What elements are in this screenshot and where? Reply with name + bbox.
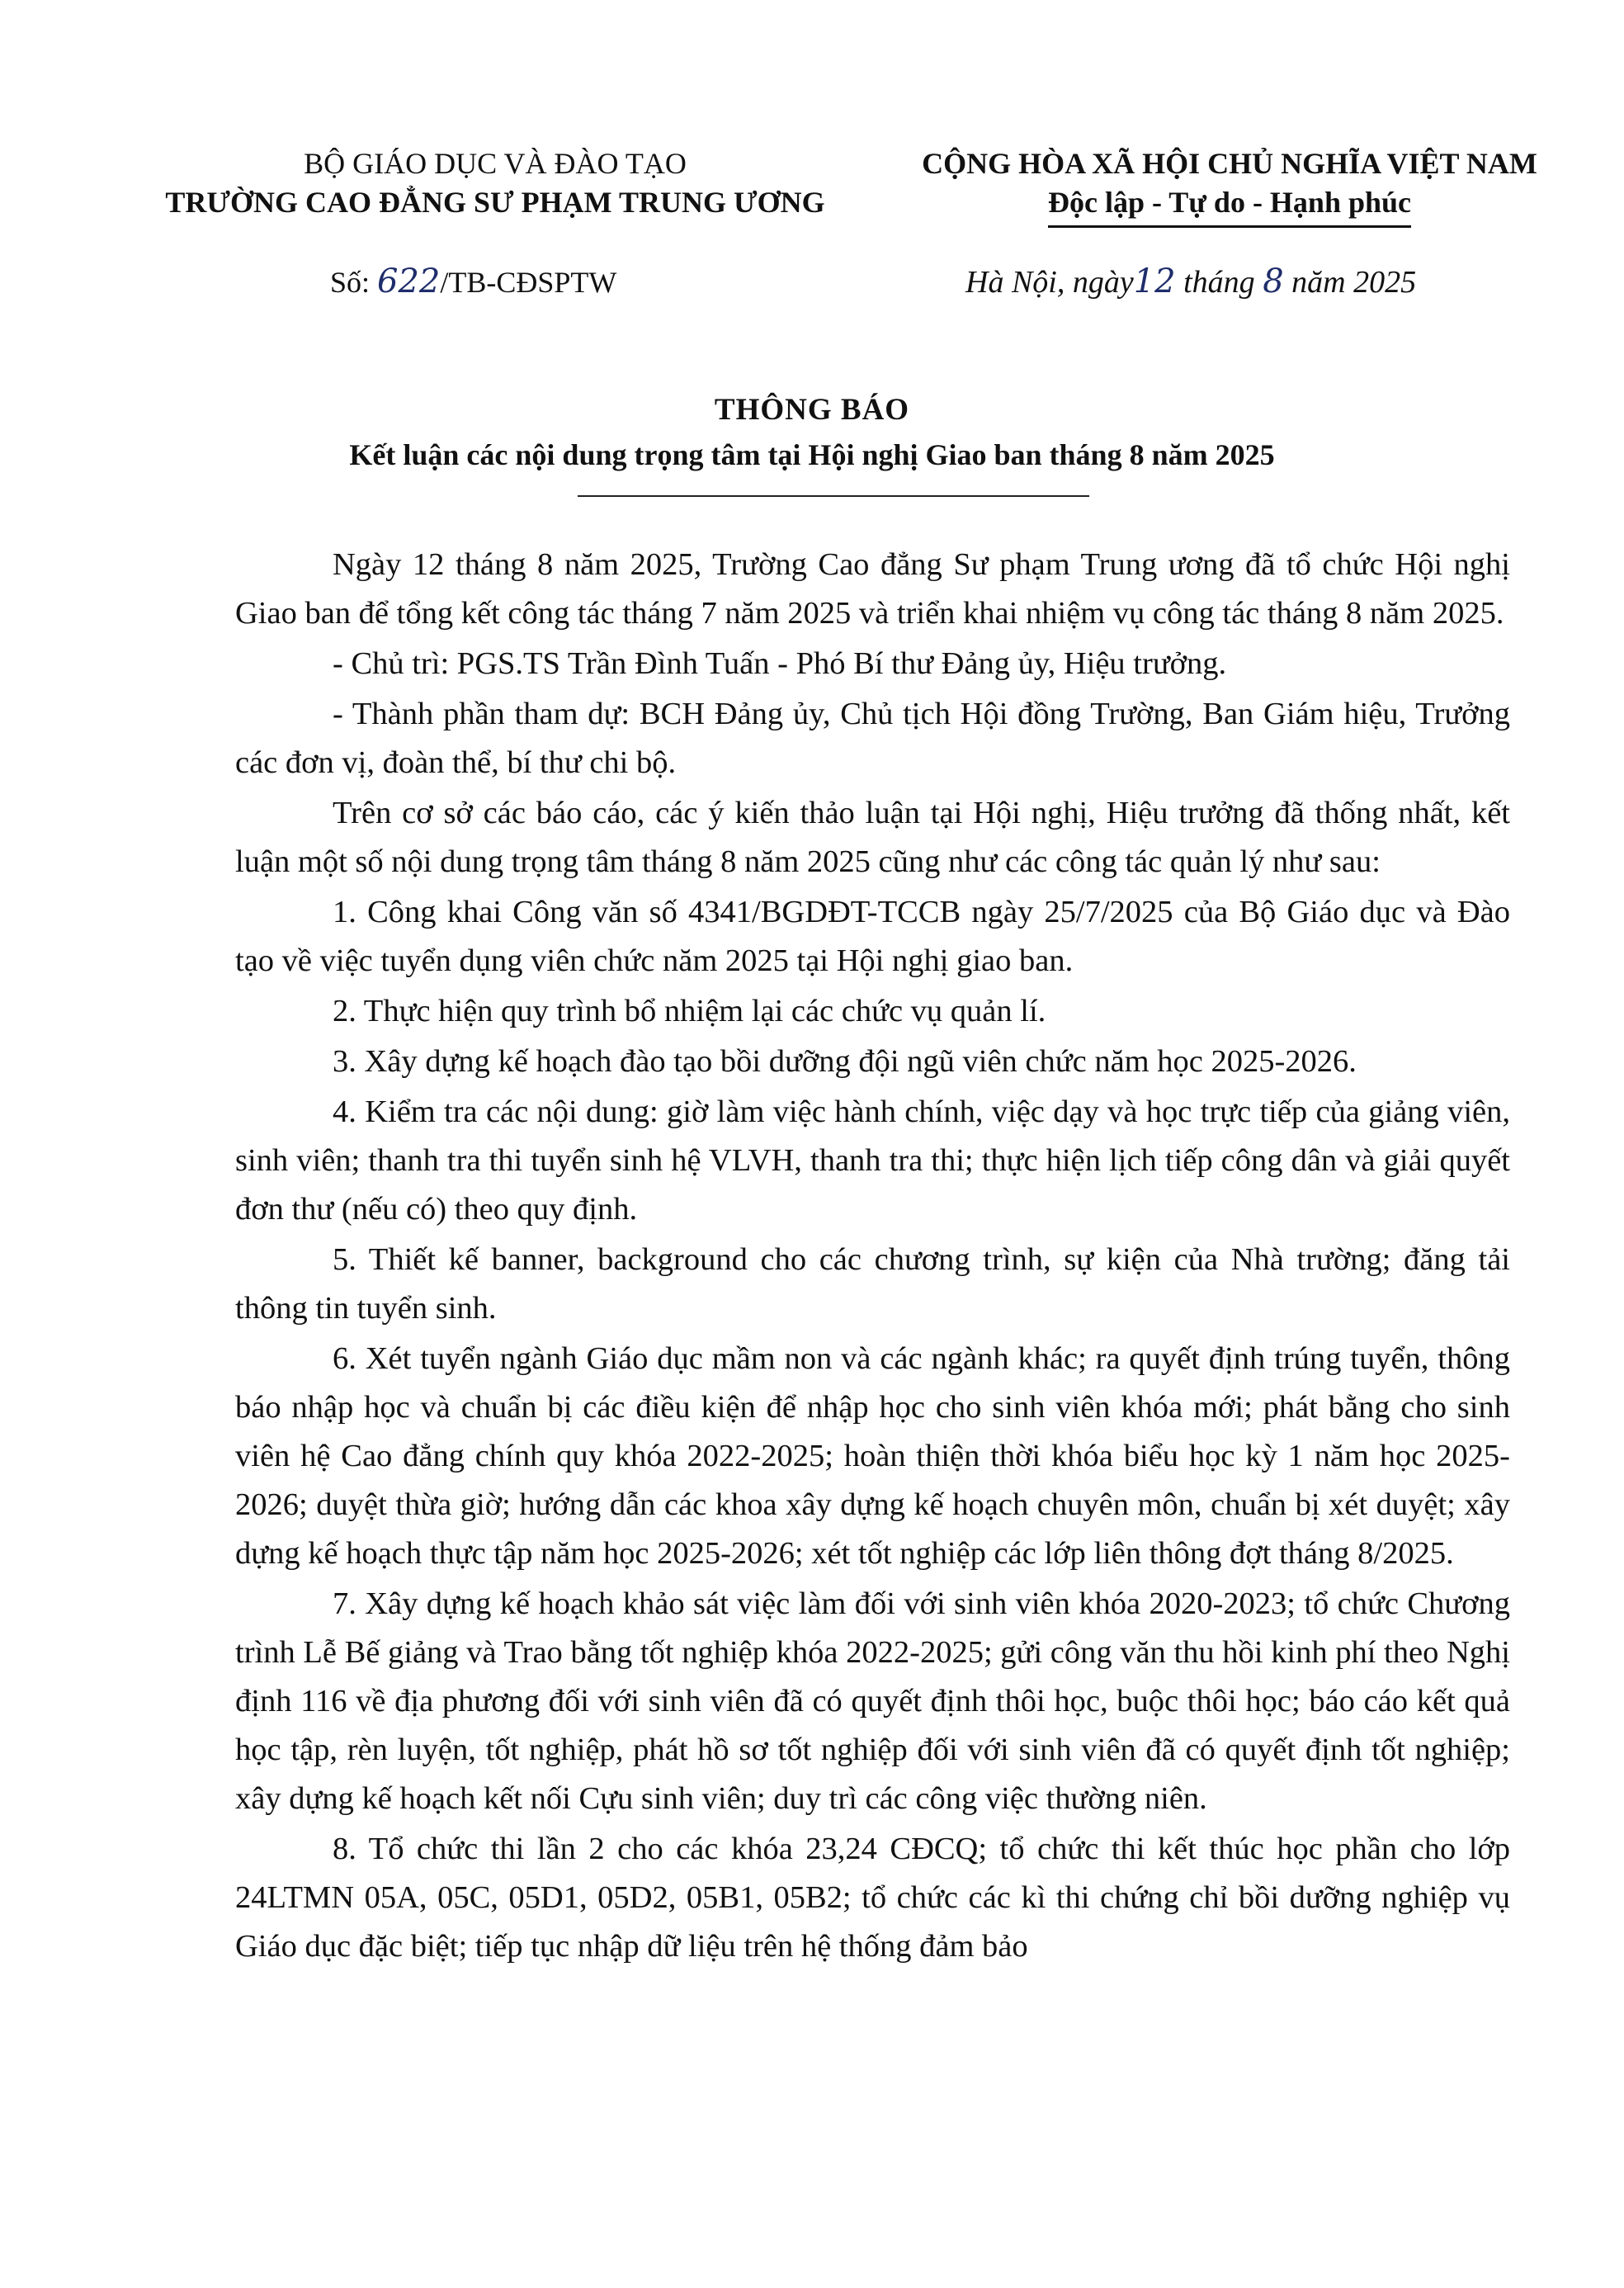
- paragraph: 8. Tổ chức thi lần 2 cho các khóa 23,24 CĐCQ; tổ chức thi kết thúc học phần cho lớp 24LTMN 05A, 05C, 05D1, 05D2, 05B1, 05B2; tổ chức các kì thi chứng chỉ bồi dưỡng nghiệp vụ Giáo dục đặc biệt; tiếp tục nhập dữ liệu trên hệ thống đảm bảo: [235, 1832, 1510, 1964]
- doc-number-prefix: Số:: [330, 266, 378, 299]
- document-body: [235, 541, 1510, 1973]
- paragraph: Trên cơ sở các báo cáo, các ý kiến thảo luận tại Hội nghị, Hiệu trưởng đã thống nhất, kết luận một số nội dung trọng tâm tháng 8 năm 2025 cũng như các công tác quản lý như sau:: [235, 796, 1510, 879]
- month-handwritten: 8: [1263, 262, 1284, 300]
- paragraph: - Thành phần tham dự: BCH Đảng ủy, Chủ tịch Hội đồng Trường, Ban Giám hiệu, Trưởng các đơn vị, đoàn thể, bí thư chi bộ.: [235, 697, 1510, 780]
- paragraph: 7. Xây dựng kế hoạch khảo sát việc làm đối với sinh viên khóa 2020-2023; tổ chức Chương trình Lễ Bế giảng và Trao bằng tốt nghiệp khóa 2022-2025; gửi công văn thu hồi kinh phí theo Nghị định 116 về địa phương đối với sinh viên đã có quyết định thôi học, buộc thôi học; báo cáo kết quả học tập, rèn luyện, tốt nghiệp, phát hồ sơ tốt nghiệp đối với sinh viên đã có quyết định tốt nghiệp; xây dựng kế hoạch kết nối Cựu sinh viên; duy trì các công việc thường niên.: [235, 1586, 1510, 1816]
- issuer-block: [124, 144, 866, 222]
- day-handwritten: 12: [1133, 262, 1176, 300]
- document-number: [330, 262, 616, 300]
- national-motto: Độc lập - Tự do - Hạnh phúc: [1048, 183, 1411, 228]
- paragraph: 5. Thiết kế banner, background cho các chương trình, sự kiện của Nhà trường; đăng tải thông tin tuyển sinh.: [235, 1242, 1510, 1326]
- month-label: tháng: [1175, 265, 1263, 300]
- doc-number-handwritten: 622: [377, 262, 441, 300]
- document-title: THÔNG BÁO: [714, 393, 910, 427]
- paragraph: Ngày 12 tháng 8 năm 2025, Trường Cao đẳng Sư phạm Trung ương đã tổ chức Hội nghị Giao ban để tổng kết công tác tháng 7 năm 2025 và triển khai nhiệm vụ công tác tháng 8 năm 2025.: [235, 547, 1510, 631]
- place-date-prefix: Hà Nội, ngày: [965, 265, 1134, 300]
- subtitle-underline: [578, 495, 1089, 497]
- paragraph: 3. Xây dựng kế hoạch đào tạo bồi dưỡng đội ngũ viên chức năm học 2025-2026.: [333, 1044, 1357, 1079]
- ministry-name: BỘ GIÁO DỤC VÀ ĐÀO TẠO: [304, 147, 687, 180]
- paragraph: 6. Xét tuyển ngành Giáo dục mầm non và các ngành khác; ra quyết định trúng tuyển, thông báo nhập học và chuẩn bị các điều kiện để nhập học cho sinh viên khóa mới; phát bằng cho sinh viên hệ Cao đẳng chính quy khóa 2022-2025; hoàn thiện thời khóa biểu học kỳ 1 năm học 2025-2026; duyệt thừa giờ; hướng dẫn các khoa xây dựng kế hoạch chuyên môn, chuẩn bị xét duyệt; xây dựng kế hoạch thực tập năm học 2025-2026; xét tốt nghiệp các lớp liên thông đợt tháng 8/2025.: [235, 1341, 1510, 1571]
- paragraph: 2. Thực hiện quy trình bổ nhiệm lại các chức vụ quản lí.: [333, 994, 1046, 1028]
- doc-number-suffix: /TB-CĐSPTW: [440, 266, 617, 299]
- paragraph: - Chủ trì: PGS.TS Trần Đình Tuấn - Phó Bí thư Đảng ủy, Hiệu trưởng.: [333, 646, 1227, 681]
- year-label: năm 2025: [1283, 265, 1417, 300]
- place-date: [965, 262, 1416, 300]
- paragraph: 4. Kiểm tra các nội dung: giờ làm việc hành chính, việc dạy và học trực tiếp của giảng viên, sinh viên; thanh tra thi tuyển sinh hệ VLVH, thanh tra thi; thực hiện lịch tiếp công dân và giải quyết đơn thư (nếu có) theo quy định.: [235, 1094, 1510, 1227]
- school-name: TRƯỜNG CAO ĐẲNG SƯ PHẠM TRUNG ƯƠNG: [165, 185, 825, 219]
- document-subtitle: Kết luận các nội dung trọng tâm tại Hội nghị Giao ban tháng 8 năm 2025: [349, 438, 1275, 471]
- country-name: CỘNG HÒA XÃ HỘI CHỦ NGHĨA VIỆT NAM: [922, 147, 1537, 180]
- national-header: [891, 144, 1568, 228]
- paragraph: 1. Công khai Công văn số 4341/BGDĐT-TCCB ngày 25/7/2025 của Bộ Giáo dục và Đào tạo về việc tuyển dụng viên chức năm 2025 tại Hội nghị giao ban.: [235, 895, 1510, 978]
